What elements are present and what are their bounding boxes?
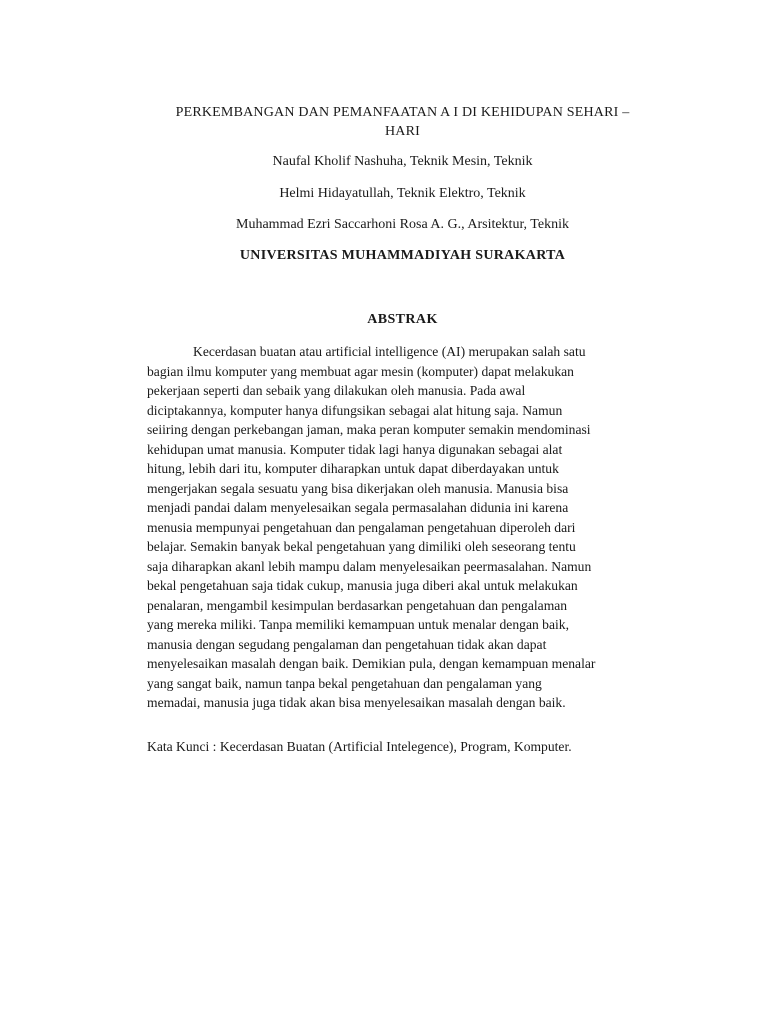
author-3: Muhammad Ezri Saccarhoni Rosa A. G., Arsitektur, Teknik xyxy=(236,217,569,232)
abstract-body xyxy=(147,342,672,713)
abstract-line: manusia dengan segudang pengalaman dan pengetahuan tidak akan dapat xyxy=(147,636,547,652)
abstract-heading: ABSTRAK xyxy=(367,312,438,327)
paper-title-line-2: HARI xyxy=(384,124,421,139)
abstract-line: menjadi pandai dalam menyelesaikan segala permasalahan didunia ini karena xyxy=(147,500,569,515)
abstract-line: menusia mempunyai pengetahuan dan pengalaman pengetahuan diperoleh dari xyxy=(147,519,576,535)
abstract-line: kehidupan umat manusia. Komputer tidak lagi hanya digunakan sebagai alat xyxy=(147,441,563,457)
author-2: Helmi Hidayatullah, Teknik Elektro, Teknik xyxy=(279,186,526,201)
abstract-line: memadai, manusia juga tidak akan bisa menyelesaikan masalah dengan baik. xyxy=(147,695,566,710)
abstract-line: menyelesaikan masalah dengan baik. Demikian pula, dengan kemampuan menalar xyxy=(147,656,596,671)
abstract-line: diciptakannya, komputer hanya difungsikan sebagai alat hitung saja. Namun xyxy=(147,402,563,418)
abstract-line: mengerjakan segala sesuatu yang bisa dikerjakan oleh manusia. Manusia bisa xyxy=(147,480,569,496)
abstract-line: yang mereka miliki. Tanpa memiliki kemampuan untuk menalar dengan baik, xyxy=(147,617,569,632)
paper-title-line-1: PERKEMBANGAN DAN PEMANFAATAN A I DI KEHIDUPAN SEHARI – xyxy=(175,105,630,120)
abstract-line: Kecerdasan buatan atau artificial intelligence (AI) merupakan salah satu xyxy=(193,344,586,359)
abstract-line: seiiring dengan perkebangan jaman, maka peran komputer semakin mendominasi xyxy=(147,422,591,437)
paper-title xyxy=(140,103,665,141)
abstract-line: saja diharapkan akanl lebih mampu dalam menyelesaikan peermasalahan. Namun xyxy=(147,558,592,574)
university-name: UNIVERSITAS MUHAMMADIYAH SURAKARTA xyxy=(239,248,566,263)
keywords-line: Kata Kunci : Kecerdasan Buatan (Artificial Intelegence), Program, Komputer. xyxy=(147,739,572,754)
abstract-line: yang sangat baik, namun tanpa bekal pengetahuan dan pengalaman yang xyxy=(147,675,542,691)
abstract-line: hitung, lebih dari itu, komputer diharapkan untuk dapat diberdayakan untuk xyxy=(147,461,559,476)
abstract-line: penalaran, mengambil kesimpulan berdasarkan pengetahuan dan pengalaman xyxy=(147,597,568,613)
abstract-line: bagian ilmu komputer yang membuat agar mesin (komputer) dapat melakukan xyxy=(147,363,574,379)
abstract-line: belajar. Semakin banyak bekal pengetahuan yang dimiliki oleh seseorang tentu xyxy=(147,539,576,554)
author-1: Naufal Kholif Nashuha, Teknik Mesin, Teknik xyxy=(272,154,533,169)
abstract-line: bekal pengetahuan saja tidak cukup, manusia juga diberi akal untuk melakukan xyxy=(147,578,578,593)
abstract-line: pekerjaan seperti dan sebaik yang dilakukan oleh manusia. Pada awal xyxy=(147,383,526,398)
